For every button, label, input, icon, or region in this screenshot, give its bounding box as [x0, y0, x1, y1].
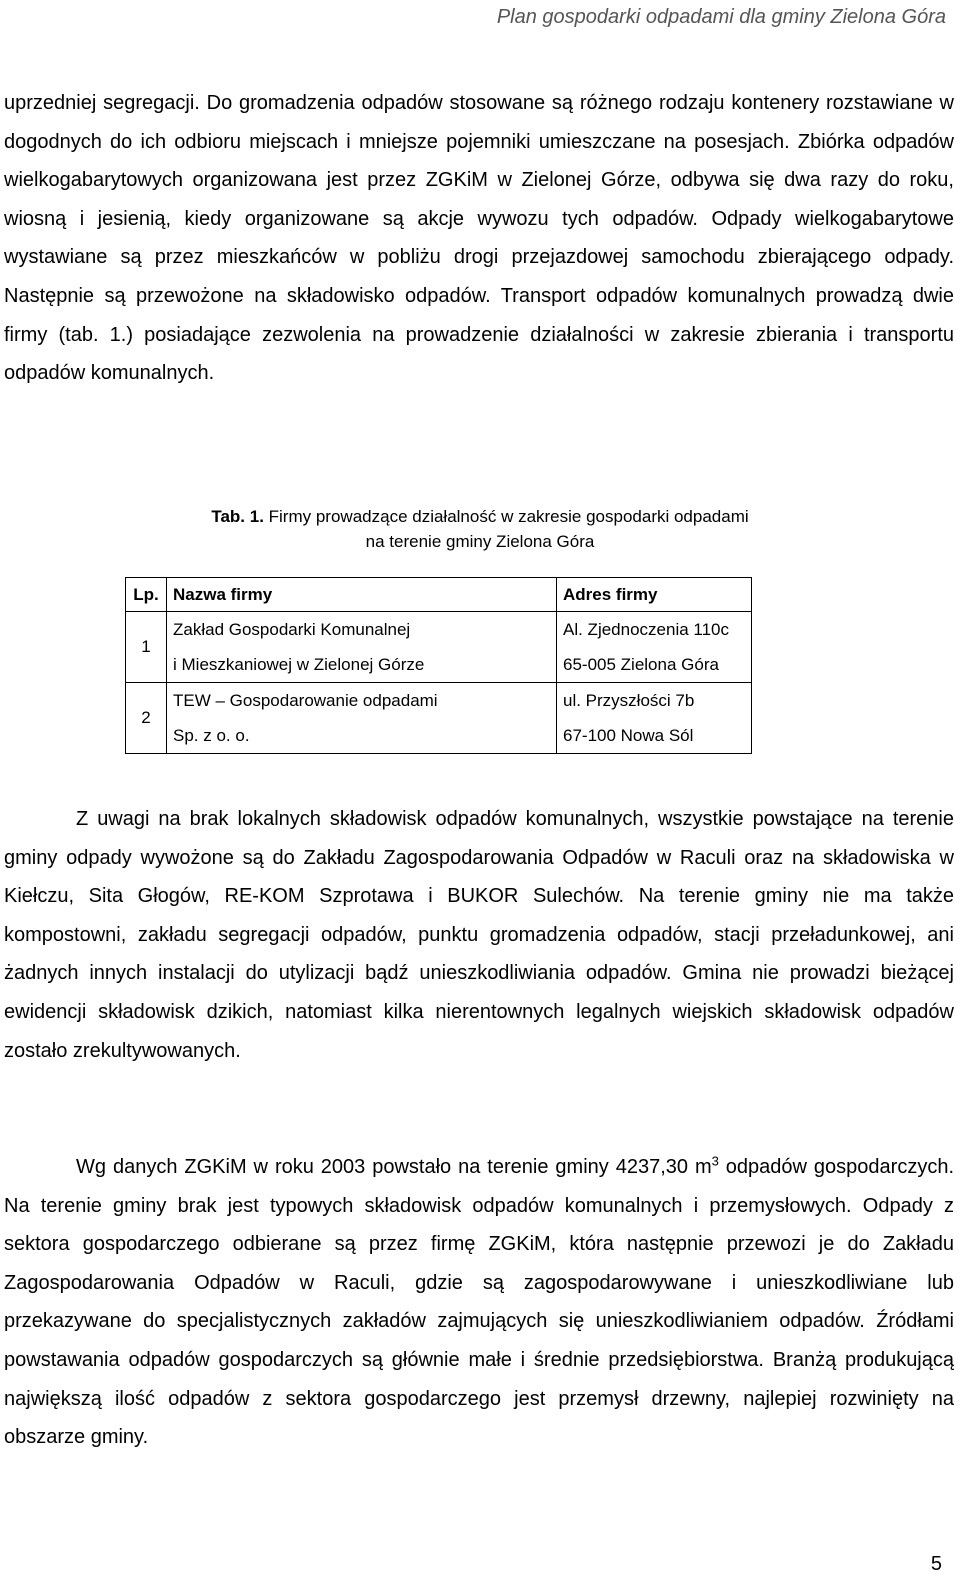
table-caption-line1: Firmy prowadzące działalność w zakresie gospodarki odpadami	[263, 507, 749, 526]
table-header-row	[126, 578, 752, 612]
page-header-title: Plan gospodarki odpadami dla gminy Zielona Góra	[496, 6, 946, 28]
table-caption-label: Tab. 1.	[211, 507, 264, 526]
table-row	[126, 683, 752, 754]
cell-name-line: Sp. z o. o.	[173, 726, 250, 745]
cell-address-line: Al. Zjednoczenia 110c	[563, 620, 730, 639]
header-lp: Lp.	[126, 578, 167, 612]
paragraph-economic-waste-rest: odpadów gospodarczych. Na terenie gminy brak jest typowych składowisk odpadów komunalnych i przemysłowych. Odpady z sektora gospodarczego odbierane są przez firmę ZGKiM, która następnie przewozi je do Zakładu Zagospodarowania Odpadów w Raculi, gdzie są zagospodarowywane i unieszkodliwiane lub przekazywane do specjalistycznych zakładów zajmujących się unieszkodliwianiem odpadów. Źródłami powstawania odpadów gospodarczych są głównie małe i średnie przedsiębiorstwa. Branżą produkującą największą ilość odpadów z sektora gospodarczego jest przemysł drzewny, najlepiej rozwinięty na obszarze gminy.	[4, 1156, 954, 1449]
cell-address	[557, 683, 752, 754]
paragraph-landfills: Z uwagi na brak lokalnych składowisk odpadów komunalnych, wszystkie powstające na terenie gminy odpady wywożone są do Zakładu Zagospodarowania Odpadów w Raculi oraz na składowiska w Kiełczu, Sita Głogów, RE-KOM Szprotawa i BUKOR Sulechów. Na terenie gminy nie ma także kompostowni, zakładu segregacji odpadów, punktu gromadzenia odpadów, stacji przeładunkowej, ani żadnych innych instalacji do utylizacji bądź unieszkodliwiania odpadów. Gmina nie prowadzi bieżącej ewidencji składowisk dzikich, natomiast kilka nierentownych legalnych wiejskich składowisk odpadów zostało zrekultywowanych.	[4, 808, 954, 1062]
cell-name	[167, 683, 557, 754]
paragraph-economic-waste-start: Wg danych ZGKiM w roku 2003 powstało na terenie gminy 4237,30 m	[76, 1156, 712, 1178]
table-caption	[0, 504, 960, 554]
cell-name-line: Zakład Gospodarki Komunalnej	[173, 620, 411, 639]
cubic-superscript: 3	[711, 1153, 719, 1169]
cell-name	[167, 612, 557, 683]
paragraph-economic-waste	[4, 1148, 954, 1457]
cell-address	[557, 612, 752, 683]
cell-name-line: TEW – Gospodarowanie odpadami	[173, 691, 438, 710]
cell-address-line: 67-100 Nowa Sól	[563, 726, 694, 745]
header-address: Adres firmy	[557, 578, 752, 612]
table-caption-line2: na terenie gminy Zielona Góra	[365, 532, 595, 551]
cell-address-line: 65-005 Zielona Góra	[563, 655, 719, 674]
cell-lp: 2	[126, 683, 167, 754]
firms-table	[125, 577, 752, 754]
table-row	[126, 612, 752, 683]
header-name: Nazwa firmy	[167, 578, 557, 612]
paragraph-waste-collection: uprzedniej segregacji. Do gromadzenia odpadów stosowane są różnego rodzaju kontenery rozstawiane w dogodnych do ich odbioru miejscach i mniejsze pojemniki umieszczane na posesjach. Zbiórka odpadów wielkogabarytowych organizowana jest przez ZGKiM w Zielonej Górze, odbywa się dwa razy do roku, wiosną i jesienią, kiedy organizowane są akcje wywozu tych odpadów. Odpady wielkogabarytowe wystawiane są przez mieszkańców w pobliżu drogi przejazdowej samochodu zbierającego odpady. Następnie są przewożone na składowisko odpadów. Transport odpadów komunalnych prowadzą dwie firmy (tab. 1.) posiadające zezwolenia na prowadzenie działalności w zakresie zbierania i transportu odpadów komunalnych.	[4, 92, 954, 385]
cell-lp: 1	[126, 612, 167, 683]
cell-address-line: ul. Przyszłości 7b	[563, 691, 695, 710]
cell-name-line: i Mieszkaniowej w Zielonej Górze	[173, 655, 425, 674]
page-number: 5	[930, 1553, 942, 1575]
